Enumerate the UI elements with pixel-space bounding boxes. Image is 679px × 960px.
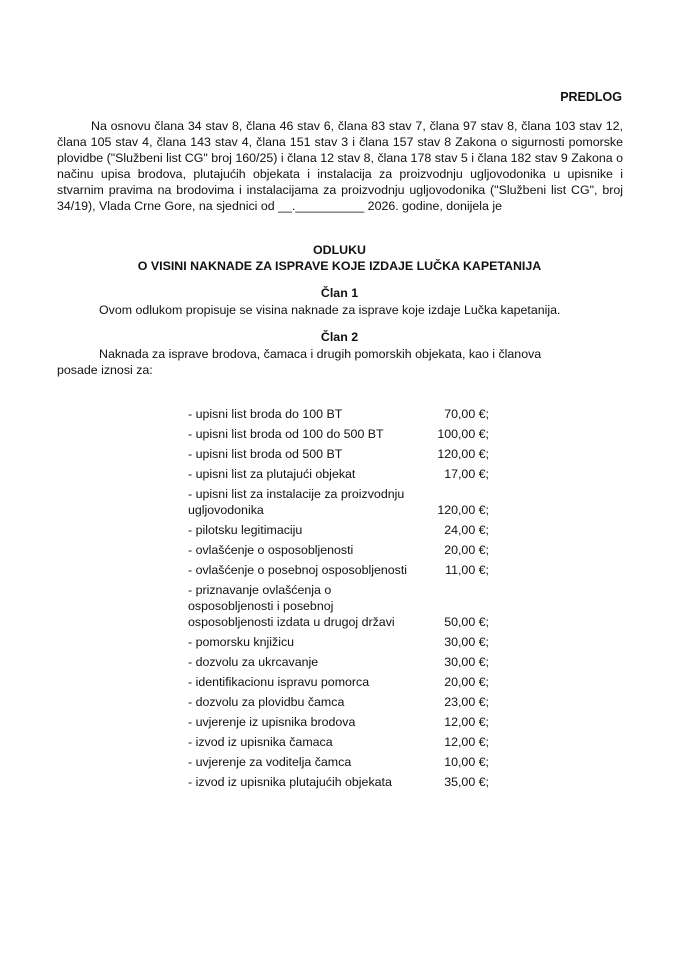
- fee-row: [185, 424, 489, 444]
- fee-amount: 120,00 €;: [437, 503, 489, 517]
- proposal-label: PREDLOG: [560, 90, 622, 104]
- fee-amount: 35,00 €;: [444, 775, 489, 789]
- fees-table: [185, 406, 489, 792]
- fee-item-label: - dozvolu za plovidbu čamca: [188, 695, 345, 709]
- fee-amount: 70,00 €;: [444, 407, 489, 421]
- article-2-heading: Član 2: [320, 330, 359, 344]
- decision-title: ODLUKU: [313, 243, 366, 257]
- fee-row: [185, 692, 489, 712]
- article-1-heading: Član 1: [320, 286, 359, 300]
- fee-row: [185, 540, 489, 560]
- fee-amount: 10,00 €;: [444, 755, 489, 769]
- article-2-text: Naknada za isprave brodova, čamaca i drugih pomorskih objekata, kao i članova posade iznosi za:: [57, 347, 542, 377]
- fee-amount: 120,00 €;: [437, 447, 489, 461]
- fee-row: [185, 712, 489, 732]
- decision-subtitle: O VISINI NAKNADE ZA ISPRAVE KOJE IZDAJE LUČKA KAPETANIJA: [137, 259, 542, 273]
- fee-row: [185, 732, 489, 752]
- fee-amount: 50,00 €;: [444, 615, 489, 629]
- fee-amount: 20,00 €;: [444, 543, 489, 557]
- fee-row: [185, 752, 489, 772]
- fee-item-label: - dozvolu za ukrcavanje: [188, 655, 319, 669]
- fee-row: [185, 560, 489, 580]
- fee-row: [185, 444, 489, 464]
- fee-item-label: - upisni list za plutajući objekat: [188, 467, 356, 481]
- fee-amount: 23,00 €;: [444, 695, 489, 709]
- fee-row: [185, 484, 489, 520]
- fee-item-label: - ovlašćenje o osposobljenosti: [188, 543, 354, 557]
- fee-amount: 12,00 €;: [444, 735, 489, 749]
- fee-amount: 30,00 €;: [444, 635, 489, 649]
- fee-row: [185, 464, 489, 484]
- fee-item-label: - uvjerenje za voditelja čamca: [188, 755, 352, 769]
- fee-row: [185, 772, 489, 792]
- fee-item-label: - pilotsku legitimaciju: [188, 523, 303, 537]
- fee-item-label: - upisni list broda do 100 BT: [188, 407, 343, 421]
- fee-amount: 17,00 €;: [444, 467, 489, 481]
- fee-item-label: - izvod iz upisnika čamaca: [188, 735, 333, 749]
- fee-amount: 20,00 €;: [444, 675, 489, 689]
- fee-item-label: - pomorsku knjižicu: [188, 635, 295, 649]
- fee-item-label: - ovlašćenje o posebnoj osposobljenosti: [188, 563, 408, 577]
- fee-amount: 12,00 €;: [444, 715, 489, 729]
- fee-amount: 24,00 €;: [444, 523, 489, 537]
- fee-row: [185, 406, 489, 424]
- fee-row: [185, 672, 489, 692]
- fee-item-label: - upisni list broda od 100 do 500 BT: [188, 427, 384, 441]
- preamble-paragraph: Na osnovu člana 34 stav 8, člana 46 stav 6, člana 83 stav 7, člana 97 stav 8, člana 103 stav 12, člana 105 stav 4, člana 143 stav 4, člana 151 stav 3 i člana 157 stav 8 Zakona o sigurnosti pomorske plovidbe ("Službeni list CG" broj 160/25) i člana 12 stav 8, člana 178 stav 5 i člana 182 stav 9 Zakona o načinu upisa brodova, plutajućih objekata i instalacija za proizvodnju ugljovodonika u upisnike i stvarnim pravima na brodovima i instalacijama za proizvodnju ugljovodonika ("Službeni list CG", broj 34/19), Vlada Crne Gore, na sjednici od __.__________ 2026. godine, donijela je: [57, 119, 623, 213]
- fee-item-label: - izvod iz upisnika plutajućih objekata: [188, 775, 392, 789]
- fee-item-label: - upisni list za instalacije za proizvodnju ugljovodonika: [188, 487, 405, 517]
- fee-row: [185, 580, 489, 632]
- fee-item-label: - identifikacionu ispravu pomorca: [188, 675, 370, 689]
- fee-row: [185, 632, 489, 652]
- fee-item-label: - priznavanje ovlašćenja o osposobljenosti i posebnoj osposobljenosti izdata u drugoj državi: [188, 583, 395, 629]
- fee-amount: 30,00 €;: [444, 655, 489, 669]
- fee-row: [185, 520, 489, 540]
- fee-item-label: - upisni list broda od 500 BT: [188, 447, 343, 461]
- article-1-text: Ovom odlukom propisuje se visina naknade za isprave koje izdaje Lučka kapetanija.: [99, 303, 561, 317]
- fee-amount: 11,00 €;: [445, 563, 489, 577]
- fee-item-label: - uvjerenje iz upisnika brodova: [188, 715, 356, 729]
- fee-row: [185, 652, 489, 672]
- fee-amount: 100,00 €;: [437, 427, 489, 441]
